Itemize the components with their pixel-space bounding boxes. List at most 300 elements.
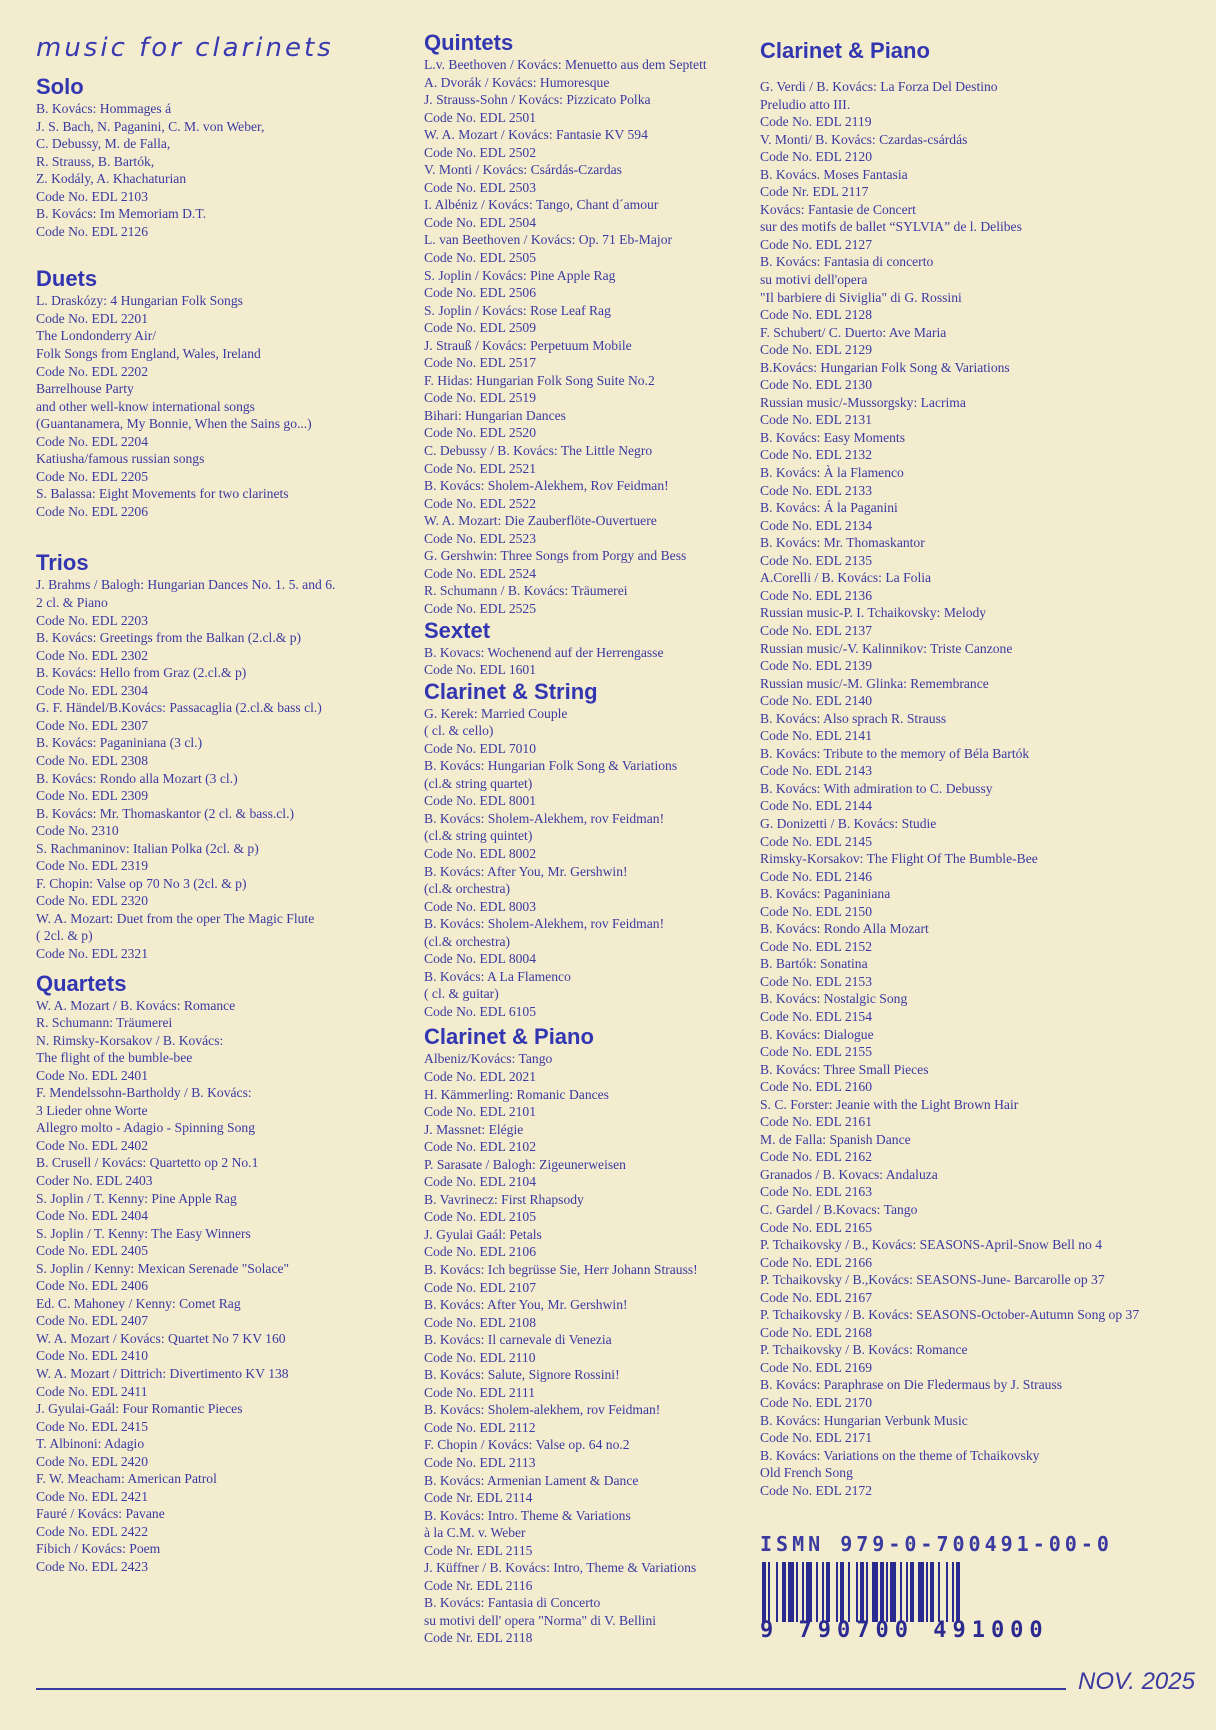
catalog-line: Code No. EDL 2126 (36, 223, 149, 239)
catalog-line: B. Kovács: Mr. Thomaskantor (760, 535, 925, 551)
catalog-line: Code No. EDL 8004 (424, 951, 537, 967)
catalog-line: Code No. EDL 8002 (424, 845, 537, 861)
barcode-bar (860, 1562, 864, 1622)
catalog-line: Preludio atto III. (760, 96, 851, 112)
catalog-line: I. Albéniz / Kovács: Tango, Chant d´amour (424, 197, 659, 213)
catalog-line: B. Kovács: Three Small Pieces (760, 1061, 929, 1077)
catalog-line: sur des motifs de ballet “SYLVIA” de l. Delibes (760, 219, 1022, 235)
catalog-line: Bihari: Hungarian Dances (424, 407, 566, 423)
catalog-line: B. Kovács: Ich begrüsse Sie, Herr Johann Strauss! (424, 1262, 698, 1277)
catalog-line: Code No. EDL 2155 (760, 1044, 873, 1060)
section-heading: Duets (36, 266, 98, 292)
catalog-line: A.Corelli / B. Kovács: La Folia (760, 570, 932, 586)
catalog-line: B. Kovács: Easy Moments (760, 429, 905, 445)
catalog-line: Code No. EDL 2402 (36, 1137, 149, 1153)
item-list (36, 292, 416, 520)
catalog-line: Code No. EDL 2146 (760, 868, 873, 884)
catalog-line: Code No. EDL 2137 (760, 622, 873, 638)
catalog-line: Code No. EDL 2152 (760, 938, 873, 954)
catalog-line: Code No. EDL 2133 (760, 482, 873, 498)
catalog-line: Code No. EDL 2423 (36, 1559, 149, 1575)
catalog-line: su motivi dell' opera "Norma" di V. Bellini (424, 1612, 657, 1628)
catalog-line: R. Schumann / B. Kovács: Träumerei (424, 583, 628, 599)
catalog-line: Code No. EDL 2132 (760, 447, 873, 463)
catalog-line: J. Strauss-Sohn / Kovács: Pizzicato Polka (424, 92, 651, 108)
catalog-line: B. Kovács: Paganiniana (3 cl.) (36, 735, 203, 751)
catalog-line: Code No. EDL 2406 (36, 1278, 149, 1294)
barcode-bar (796, 1562, 798, 1622)
catalog-line: B. Kovács: Armenian Lament & Dance (424, 1472, 639, 1488)
catalog-line: F. Mendelssohn-Bartholdy / B. Kovács: (36, 1085, 252, 1101)
section-sextet (424, 618, 754, 679)
item-list (760, 78, 1200, 1499)
catalog-line: Code No. EDL 2407 (36, 1313, 149, 1329)
barcode-bar (822, 1562, 824, 1622)
catalog-line: Code No. EDL 2150 (760, 903, 873, 919)
catalog-line: ( 2cl. & p) (36, 928, 93, 944)
item-list (424, 705, 754, 1021)
catalog-line: M. de Falla: Spanish Dance (760, 1131, 911, 1147)
section-duets (36, 266, 416, 520)
catalog-line: B. Kovács: Sholem-alekhem, rov Feidman! (424, 1402, 661, 1418)
catalog-line: Code No. EDL 2517 (424, 355, 537, 371)
catalog-line: su motivi dell'opera (760, 272, 868, 288)
catalog-line: Code No. 2310 (36, 823, 119, 839)
catalog-line: S. Balassa: Eight Movements for two clarinets (36, 486, 289, 502)
catalog-line: B. Kovács: After You, Mr. Gershwin! (424, 1297, 628, 1313)
catalog-line: Code No. EDL 2321 (36, 945, 149, 961)
catalog-line: B. Kovács: After You, Mr. Gershwin! (424, 863, 628, 879)
barcode-bar (886, 1562, 888, 1622)
catalog-line: L. Draskózy: 4 Hungarian Folk Songs (36, 293, 243, 309)
catalog-line: Code No. EDL 2153 (760, 973, 873, 989)
barcode-bar (900, 1562, 902, 1622)
catalog-line: Code No. EDL 2144 (760, 798, 873, 814)
barcode-bar (788, 1562, 794, 1622)
barcode-bar (848, 1562, 850, 1622)
catalog-line: J. Gyulai-Gaál: Four Romantic Pieces (36, 1401, 243, 1417)
catalog-line: B. Kovács: Rondo alla Mozart (3 cl.) (36, 770, 238, 786)
catalog-line: Code No. EDL 1601 (424, 662, 537, 678)
catalog-line: P. Tchaikovsky / B. Kovács: Romance (760, 1342, 968, 1358)
catalog-line: Code No. EDL 2134 (760, 517, 873, 533)
catalog-line: Code Nr. EDL 2118 (424, 1630, 533, 1646)
catalog-line: Code No. EDL 2405 (36, 1243, 149, 1259)
catalog-line: Code No. EDL 2165 (760, 1219, 873, 1235)
catalog-line: Fibich / Kovács: Poem (36, 1541, 161, 1557)
catalog-line: G. Kerek: Married Couple (424, 705, 568, 721)
barcode-bar (918, 1562, 924, 1622)
section-clarinet-piano-1 (424, 1024, 754, 1647)
catalog-line: Code No. EDL 2524 (424, 565, 537, 581)
catalog-line: J. Strauß / Kovács: Perpetuum Mobile (424, 337, 632, 353)
catalog-line: Folk Songs from England, Wales, Ireland (36, 346, 261, 362)
barcode-digits: 9 790700 491000 (760, 1618, 1049, 1643)
catalog-line: Code No. EDL 2308 (36, 752, 149, 768)
catalog-line: Code No. EDL 2501 (424, 109, 537, 125)
catalog-line: J. Brahms / Balogh: Hungarian Dances No. 1. 5. and 6. (36, 577, 336, 593)
column-middle (424, 30, 754, 1647)
section-heading: Clarinet & Piano (424, 1024, 594, 1050)
catalog-line: W. A. Mozart: Duet from the oper The Magic Flute (36, 910, 315, 926)
barcode-bar (938, 1562, 940, 1622)
catalog-line: The Londonderry Air/ (36, 328, 157, 344)
catalog-line: L. van Beethoven / Kovács: Op. 71 Eb-Major (424, 232, 673, 248)
barcode-bar (816, 1562, 818, 1622)
catalog-line: F. Chopin / Kovács: Valse op. 64 no.2 (424, 1437, 630, 1453)
catalog-line: B. Kovács: Fantasia di concerto (760, 254, 934, 270)
catalog-line: P. Tchaikovsky / B., Kovács: SEASONS-April-Snow Bell no 4 (760, 1237, 1103, 1253)
catalog-line: (cl.& orchestra) (424, 933, 511, 949)
catalog-line: Fauré / Kovács: Pavane (36, 1506, 165, 1522)
catalog-line: P. Tchaikovsky / B. Kovács: SEASONS-October-Autumn Song op 37 (760, 1307, 1140, 1323)
catalog-line: Code No. EDL 2320 (36, 893, 149, 909)
catalog-line: F. Chopin: Valse op 70 No 3 (2cl. & p) (36, 875, 247, 891)
catalog-line: Code No. EDL 2415 (36, 1418, 149, 1434)
catalog-line: Code No. EDL 2204 (36, 433, 149, 449)
barcode-bar (826, 1562, 830, 1622)
catalog-line: L.v. Beethoven / Kovács: Menuetto aus dem Septett (424, 57, 707, 72)
catalog-line: Code No. EDL 2410 (36, 1348, 149, 1364)
catalog-line: B. Kovács: Nostalgic Song (760, 991, 908, 1007)
catalog-line: Code No. EDL 2506 (424, 285, 537, 301)
catalog-line: B. Kovács: Il carnevale di Venezia (424, 1332, 612, 1348)
catalog-line: V. Monti / Kovács: Csárdás-Czardas (424, 162, 622, 178)
catalog-line: Code No. EDL 6105 (424, 1003, 537, 1019)
catalog-line: The flight of the bumble-bee (36, 1050, 193, 1066)
catalog-line: B. Kovács: Salute, Signore Rossini! (424, 1367, 620, 1383)
catalog-line: F. Hidas: Hungarian Folk Song Suite No.2 (424, 372, 655, 388)
catalog-line: (cl.& orchestra) (424, 881, 511, 897)
catalog-line: Code No. EDL 2163 (760, 1184, 873, 1200)
catalog-line: Code No. EDL 2401 (36, 1067, 149, 1083)
barcode-bar (762, 1562, 766, 1622)
barcode-bar (872, 1562, 878, 1622)
catalog-line: S. C. Forster: Jeanie with the Light Brown Hair (760, 1096, 1019, 1112)
catalog-line: S. Joplin / T. Kenny: Pine Apple Rag (36, 1190, 237, 1206)
catalog-line: B. Kovács: Greetings from the Balkan (2.cl.& p) (36, 630, 302, 646)
catalog-line: W. A. Mozart: Die Zauberflöte-Ouvertuere (424, 513, 657, 529)
catalog-line: Code No. EDL 2167 (760, 1289, 873, 1305)
catalog-line: Code No. EDL 2106 (424, 1244, 537, 1260)
catalog-line: Code No. EDL 2504 (424, 214, 537, 230)
catalog-line: J. Massnet: Elégie (424, 1121, 524, 1137)
catalog-line: P. Sarasate / Balogh: Zigeunerweisen (424, 1156, 626, 1172)
catalog-line: Code No. EDL 2525 (424, 600, 537, 616)
catalog-line: B. Kovács: A La Flamenco (424, 968, 571, 984)
catalog-line: T. Albinoni: Adagio (36, 1436, 145, 1452)
barcode-bar (952, 1562, 954, 1622)
catalog-line: Code No. EDL 2307 (36, 717, 149, 733)
catalog-line: Code No. EDL 2503 (424, 179, 537, 195)
item-list (36, 997, 416, 1576)
catalog-line: J. Küffner / B. Kovács: Intro, Theme & Variations (424, 1560, 697, 1576)
catalog-line: C. Debussy / B. Kovács: The Little Negro (424, 443, 653, 459)
barcode-bar (802, 1562, 804, 1622)
barcode-bar (840, 1562, 844, 1622)
catalog-line: Code No. EDL 7010 (424, 740, 537, 756)
catalog-line: ( cl. & guitar) (424, 986, 499, 1002)
catalog-line: Code No. EDL 8001 (424, 793, 537, 809)
section-heading: Solo (36, 74, 84, 99)
catalog-line: Code No. EDL 2206 (36, 503, 149, 519)
catalog-line: Code No. EDL 2170 (760, 1395, 873, 1411)
catalog-line: Code No. EDL 2520 (424, 425, 537, 441)
catalog-line: Code No. EDL 2108 (424, 1314, 537, 1330)
barcode-image (760, 1562, 1120, 1622)
catalog-line: Old French Song (760, 1465, 853, 1481)
barcode-bar (866, 1562, 868, 1622)
catalog-line: Code No. EDL 2302 (36, 647, 149, 663)
catalog-line: ( cl. & cello) (424, 723, 494, 739)
catalog-line: B.Kovács: Hungarian Folk Song & Variations (760, 359, 1010, 375)
catalog-line: B. Kovács: Sholem-Alekhem, rov Feidman! (424, 916, 665, 932)
catalog-line: S. Joplin / T. Kenny: The Easy Winners (36, 1225, 251, 1241)
section-trios (36, 550, 416, 962)
catalog-line: B. Kovács: Hungarian Verbunk Music (760, 1412, 968, 1428)
catalog-line: Code No. EDL 2145 (760, 833, 873, 849)
catalog-line: "Il barbiere di Siviglia" di G. Rossini (760, 289, 962, 305)
barcode-bar (806, 1562, 812, 1622)
catalog-line: Ed. C. Mahoney / Kenny: Comet Rag (36, 1295, 241, 1311)
catalog-line: (cl.& string quintet) (424, 828, 533, 844)
column-right (760, 30, 1200, 1499)
catalog-line: C. Debussy, M. de Falla, (36, 136, 171, 152)
catalog-line: Code No. EDL 2502 (424, 144, 537, 160)
catalog-line: B. Kovács: Hungarian Folk Song & Variations (424, 758, 678, 774)
catalog-line: Code No. EDL 2112 (424, 1419, 536, 1435)
catalog-line: Rimsky-Korsakov: The Flight Of The Bumble-Bee (760, 851, 1038, 867)
catalog-line: Russian music/-Mussorgsky: Lacrima (760, 394, 966, 410)
catalog-line: B. Kovács: Sholem-Alekhem, rov Feidman! (424, 810, 665, 826)
catalog-line: Code No. EDL 2522 (424, 495, 537, 511)
item-list (36, 100, 416, 240)
catalog-line: C. Gardel / B.Kovacs: Tango (760, 1202, 918, 1217)
catalog-line: B. Kovács: Sholem-Alekhem, Rov Feidman! (424, 478, 669, 494)
section-heading: Clarinet & String (424, 678, 598, 704)
catalog-line: Code No. EDL 2120 (760, 149, 873, 165)
catalog-line: Code No. EDL 2509 (424, 320, 537, 336)
catalog-line: G. Verdi / B. Kovács: La Forza Del Destino (760, 79, 998, 94)
section-heading: Quartets (36, 970, 127, 996)
catalog-line: Code No. EDL 2161 (760, 1114, 873, 1130)
barcode-bar (946, 1562, 948, 1622)
barcode-bar (906, 1562, 908, 1622)
section-heading: Quintets (424, 30, 514, 55)
catalog-line: Z. Kodály, A. Khachaturian (36, 171, 187, 187)
catalog-line: Code No. EDL 2107 (424, 1279, 537, 1295)
barcode-bar (856, 1562, 858, 1622)
catalog-line: Allegro molto - Adagio - Spinning Song (36, 1120, 256, 1136)
catalog-line: Russian music-P. I. Tchaikovsky: Melody (760, 605, 987, 621)
catalog-line: N. Rimsky-Korsakov / B. Kovács: (36, 1032, 224, 1048)
catalog-line: Code No. EDL 2319 (36, 858, 149, 874)
section-heading: Sextet (424, 617, 491, 643)
catalog-line: P. Tchaikovsky / B.,Kovács: SEASONS-June- Barcarolle op 37 (760, 1272, 1105, 1288)
catalog-line: Code No. EDL 2130 (760, 377, 873, 393)
catalog-line: Code No. EDL 2202 (36, 363, 149, 379)
column-left (36, 30, 416, 1576)
ismn-number: ISMN 979-0-700491-00-0 (760, 1532, 1113, 1556)
catalog-line: J. S. Bach, N. Paganini, C. M. von Weber, (36, 118, 265, 134)
catalog-line: B. Kovács: Intro. Theme & Variations (424, 1507, 631, 1523)
catalog-line: Code No. EDL 2203 (36, 612, 149, 628)
catalog-line: B. Crusell / Kovács: Quartetto op 2 No.1 (36, 1155, 259, 1171)
catalog-line: W. A. Mozart / Dittrich: Divertimento KV 138 (36, 1366, 289, 1381)
catalog-line: Code No. EDL 2128 (760, 307, 873, 323)
catalog-line: Code Nr. EDL 2117 (760, 184, 869, 200)
catalog-line: Granados / B. Kovacs: Andaluza (760, 1166, 938, 1182)
catalog-line: B. Vavrinecz: First Rhapsody (424, 1191, 584, 1207)
catalog-line: J. Gyulai Gaál: Petals (424, 1226, 542, 1242)
catalog-line: F. Schubert/ C. Duerto: Ave Maria (760, 324, 947, 340)
catalog-line: Code No. EDL 2129 (760, 342, 873, 358)
catalog-line: S. Rachmaninov: Italian Polka (2cl. & p) (36, 840, 259, 856)
catalog-line: Code No. EDL 2119 (760, 114, 872, 130)
item-list (424, 56, 754, 618)
barcode-bar (776, 1562, 778, 1622)
catalog-line: Code No. EDL 2519 (424, 390, 537, 406)
catalog-line: Code No. EDL 2422 (36, 1523, 149, 1539)
section-solo (36, 74, 416, 240)
catalog-line: Code No. EDL 2104 (424, 1174, 537, 1190)
catalog-line: Code No. EDL 2154 (760, 1008, 873, 1024)
catalog-line: G. F. Händel/B.Kovács: Passacaglia (2.cl.& bass cl.) (36, 700, 322, 716)
section-quartets (36, 971, 416, 1576)
catalog-line: B. Kovács: Fantasia di Concerto (424, 1595, 601, 1611)
catalog-line: Code No. EDL 2101 (424, 1104, 537, 1120)
catalog-line: Code No. EDL 2103 (36, 188, 149, 204)
catalog-line: B. Kovács. Moses Fantasia (760, 166, 908, 182)
catalog-line: R. Strauss, B. Bartók, (36, 153, 155, 169)
footer-date: NOV. 2025 (1078, 1668, 1195, 1695)
catalog-line: Code No. EDL 2110 (424, 1349, 536, 1365)
catalog-line: W. A. Mozart / B. Kovács: Romance (36, 997, 236, 1013)
catalog-line: S. Joplin / Kovács: Rose Leaf Rag (424, 302, 611, 318)
catalog-line: Code No. EDL 2127 (760, 236, 873, 252)
catalog-line: 2 cl. & Piano (36, 595, 108, 611)
item-list (424, 644, 754, 679)
catalog-line: Code No. EDL 2021 (424, 1068, 537, 1084)
footer-rule (36, 1688, 1066, 1690)
barcode-bar (768, 1562, 770, 1622)
section-clarinet-piano-2 (760, 38, 1200, 1499)
catalog-line: Code No. EDL 2105 (424, 1209, 537, 1225)
barcode-bar (930, 1562, 934, 1622)
catalog-line: B. Kovács: Tribute to the memory of Béla Bartók (760, 745, 1030, 761)
catalog-line: W. A. Mozart / Kovács: Fantasie KV 594 (424, 127, 648, 143)
catalog-line: (cl.& string quartet) (424, 775, 533, 791)
catalog-line: S. Joplin / Kenny: Mexican Serenade "Solace" (36, 1260, 290, 1276)
catalog-line: and other well-know international songs (36, 398, 255, 414)
catalog-line: Code No. EDL 2523 (424, 530, 537, 546)
barcode-bar (880, 1562, 884, 1622)
catalog-line: Code No. EDL 2111 (424, 1384, 535, 1400)
catalog-line: Code No. EDL 2404 (36, 1208, 149, 1224)
section-heading: Trios (36, 550, 89, 576)
catalog-line: Code No. EDL 2505 (424, 250, 537, 266)
catalog-line: Code No. EDL 2136 (760, 587, 873, 603)
catalog-line: Code No. EDL 2421 (36, 1488, 149, 1504)
catalog-line: Code No. EDL 2162 (760, 1149, 873, 1165)
catalog-line: B. Kovács: Im Memoriam D.T. (36, 206, 207, 222)
barcode-bar (782, 1562, 786, 1622)
catalog-line: Code No. EDL 2168 (760, 1324, 873, 1340)
catalog-line: Code No. EDL 2304 (36, 682, 149, 698)
item-list (424, 1050, 754, 1647)
catalog-line: Russian music/-M. Glinka: Remembrance (760, 675, 989, 691)
catalog-line: Russian music/-V. Kalinnikov: Triste Canzone (760, 640, 1013, 656)
catalog-line: B. Kovács: Paganiniana (760, 886, 891, 902)
catalog-line: Katiusha/famous russian songs (36, 451, 205, 467)
section-clarinet-string (424, 679, 754, 1021)
catalog-line: B. Kovács: With admiration to C. Debussy (760, 780, 993, 796)
catalog-line: Code No. EDL 2420 (36, 1453, 149, 1469)
catalog-line: F. W. Meacham: American Patrol (36, 1471, 217, 1487)
catalog-line: Code Nr. EDL 2114 (424, 1490, 533, 1506)
catalog-line: B. Kovács: À la Flamenco (760, 465, 904, 481)
catalog-line: R. Schumann: Träumerei (36, 1015, 173, 1031)
catalog-line: Code No. EDL 2135 (760, 552, 873, 568)
catalog-line: B. Kovács: Also sprach R. Strauss (760, 710, 947, 726)
barcode-bar (926, 1562, 928, 1622)
catalog-line: H. Kämmerling: Romanic Dances (424, 1086, 609, 1102)
catalog-line: Code No. EDL 2309 (36, 788, 149, 804)
catalog-line: Code No. EDL 2143 (760, 763, 873, 779)
catalog-line: Code No. EDL 2205 (36, 468, 149, 484)
catalog-line: Code No. EDL 2171 (760, 1430, 873, 1446)
catalog-line: Kovács: Fantasie de Concert (760, 201, 916, 217)
catalog-line: Code No. EDL 2160 (760, 1079, 873, 1095)
catalog-line: A. Dvorák / Kovács: Humoresque (424, 74, 610, 90)
catalog-line: Code No. EDL 2113 (424, 1455, 536, 1471)
section-heading: Clarinet & Piano (760, 38, 930, 63)
barcode-bar (910, 1562, 914, 1622)
barcode-bar (956, 1562, 960, 1622)
catalog-line: G. Donizetti / B. Kovács: Studie (760, 815, 937, 831)
catalog-line: Code No. EDL 2166 (760, 1254, 873, 1270)
catalog-line: B. Bartók: Sonatina (760, 956, 868, 972)
brochure-title: music for clarinets (36, 33, 334, 63)
catalog-line: B. Kovács: Mr. Thomaskantor (2 cl. & bass.cl.) (36, 805, 294, 821)
catalog-line: Code No. EDL 2169 (760, 1359, 873, 1375)
catalog-line: B. Kovács: Variations on the theme of Tchaikovsky (760, 1447, 1040, 1463)
catalog-line: à la C.M. v. Weber (424, 1525, 526, 1541)
catalog-line: Code No. EDL 2141 (760, 728, 873, 744)
catalog-line: Code No. EDL 2172 (760, 1482, 873, 1498)
catalog-line: Barrelhouse Party (36, 381, 134, 397)
ismn-block (760, 1530, 1160, 1643)
catalog-line: Code No. EDL 2102 (424, 1139, 537, 1155)
catalog-line: (Guantanamera, My Bonnie, When the Sains go...) (36, 416, 312, 432)
catalog-line: Code Nr. EDL 2115 (424, 1542, 533, 1558)
catalog-line: Code No. EDL 2139 (760, 658, 873, 674)
catalog-line: Code Nr. EDL 2116 (424, 1577, 533, 1593)
catalog-line: Coder No. EDL 2403 (36, 1172, 153, 1188)
catalog-line: S. Joplin / Kovács: Pine Apple Rag (424, 267, 616, 283)
catalog-line: Code No. EDL 2521 (424, 460, 537, 476)
catalog-line: Code No. EDL 2131 (760, 412, 873, 428)
section-quintets (424, 30, 754, 618)
catalog-line: V. Monti/ B. Kovács: Czardas-csárdás (760, 131, 968, 147)
catalog-line: 3 Lieder ohne Worte (36, 1102, 148, 1118)
catalog-line: B. Kovacs: Wochenend auf der Herrengasse (424, 644, 664, 660)
catalog-line: B. Kovács: Paraphrase on Die Fledermaus by J. Strauss (760, 1377, 1063, 1393)
item-list (36, 576, 416, 962)
catalog-line: B. Kovács: Á la Paganini (760, 500, 898, 516)
catalog-line: B. Kovács: Hello from Graz (2.cl.& p) (36, 665, 247, 681)
barcode-bar (836, 1562, 838, 1622)
